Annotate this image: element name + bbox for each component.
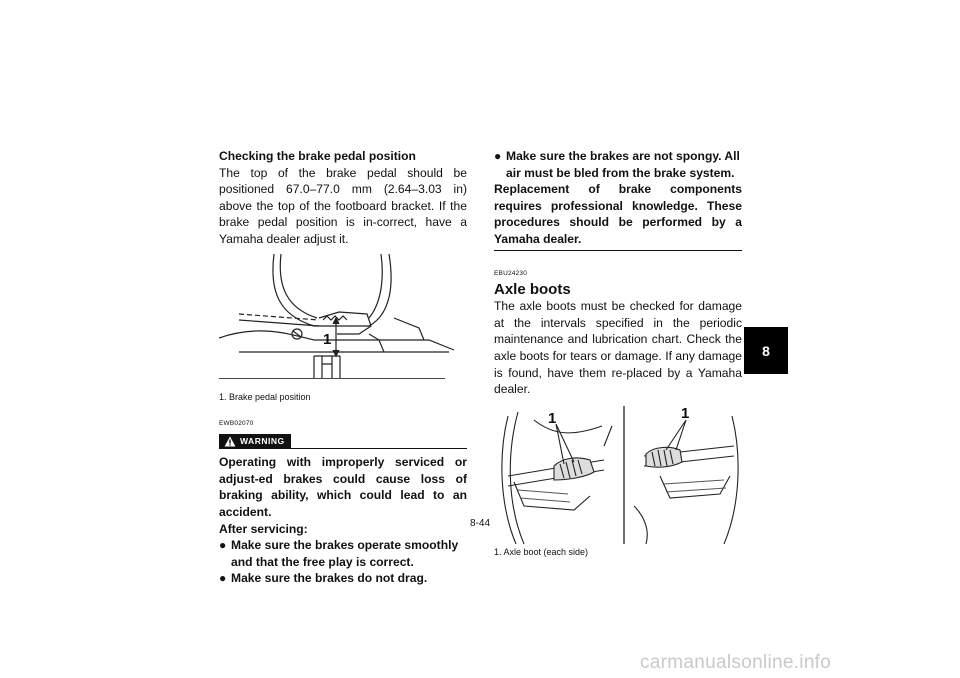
replacement-note: Replacement of brake components requires professional knowledge. These procedures should be performed by a Yamaha dealer. bbox=[494, 182, 742, 246]
warning-header bbox=[219, 434, 467, 450]
warning-triangle-icon bbox=[224, 436, 236, 447]
chapter-tab: 8 bbox=[744, 327, 788, 374]
axle-boots-title: Axle boots bbox=[494, 281, 571, 299]
bullet-dot-icon: ● bbox=[219, 571, 227, 586]
after-servicing: After servicing: bbox=[219, 521, 308, 536]
axle-callout-left: 1 bbox=[548, 409, 557, 427]
bullet-item bbox=[219, 570, 467, 587]
page-number: 8-44 bbox=[469, 518, 490, 529]
axle-boots-paragraph: The axle boots must be checked for damage at the intervals specified in the periodic maintenance and lubrication chart. Check the axle boots for tears or damage. If any damage is found, have them re-placed by a Yamaha dealer. bbox=[494, 299, 742, 397]
bullet-item bbox=[219, 537, 467, 570]
brake-pedal-illustration bbox=[219, 254, 467, 379]
brake-pedal-caption: 1. Brake pedal position bbox=[219, 391, 311, 402]
bullet-dot-icon: ● bbox=[219, 538, 227, 553]
figure-divider bbox=[219, 378, 445, 379]
bullet-text: Make sure the brakes are not spongy. All air must be bled from the brake system. bbox=[506, 149, 740, 180]
right-column bbox=[494, 148, 742, 558]
bullet-item bbox=[494, 148, 742, 181]
warning-label: WARNING bbox=[240, 435, 285, 446]
warning-badge bbox=[219, 434, 291, 448]
brake-pedal-figure bbox=[219, 254, 467, 379]
warning-code: EWB02070 bbox=[219, 419, 254, 427]
watermark: carmanualsonline.info bbox=[640, 652, 832, 673]
brake-pedal-paragraph: The top of the brake pedal should be positioned 67.0–77.0 mm (2.64–3.03 in) above the top of the footboard bracket. If the brake pedal position is in-correct, have a Yamaha dealer adjust it. bbox=[219, 165, 467, 246]
note-end-rule bbox=[494, 250, 742, 251]
bullet-text: Make sure the brakes do not drag. bbox=[231, 571, 428, 586]
warning-text: Operating with improperly serviced or adjust-ed brakes could cause loss of braking ability, which could lead to an accident. bbox=[219, 455, 467, 519]
section-code: EBU24230 bbox=[494, 269, 528, 277]
bullet-dot-icon: ● bbox=[494, 149, 502, 163]
bullet-text: Make sure the brakes operate smoothly and that the free play is correct. bbox=[231, 538, 459, 569]
axle-boot-caption: 1. Axle boot (each side) bbox=[494, 546, 589, 557]
figure-callout-1: 1 bbox=[323, 330, 332, 348]
axle-callout-right: 1 bbox=[681, 405, 690, 422]
brake-pedal-heading: Checking the brake pedal position bbox=[219, 149, 416, 163]
